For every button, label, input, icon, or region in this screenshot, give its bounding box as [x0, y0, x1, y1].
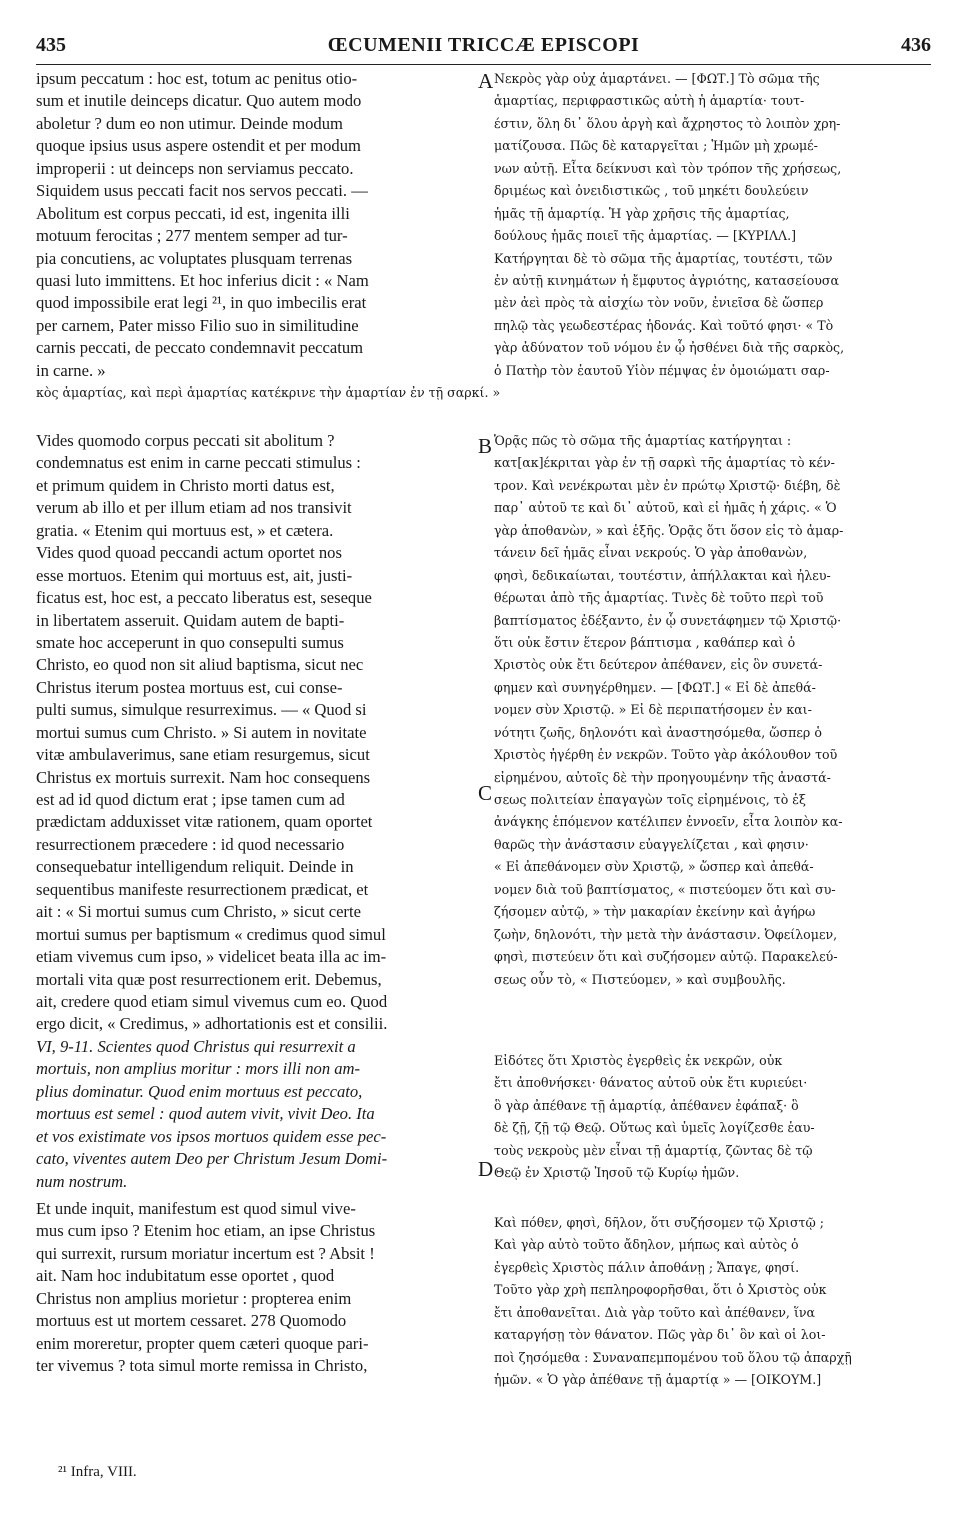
text-line: quasi luto immittens. Et hoc inferius dicit : « Nam	[36, 270, 369, 290]
text-line: mortuus est semel : quod autem vivit, vivit Deo. Ita	[36, 1104, 375, 1124]
text-line: Christo, eo quod non sit aliud baptisma, sicut nec	[36, 655, 364, 675]
text-line: Καὶ γὰρ αὐτὸ τοῦτο ἄδηλον, μήπως καὶ αὐτὸς ὁ	[494, 1237, 799, 1253]
text-line: vitæ ambulaverimus, sane etiam resurgemus, sicut	[36, 745, 370, 765]
text-line: ἀνάγκης ἑπόμενον κατέλιπεν ἐννοεῖν, εἶτα λοιπὸν κα-	[494, 814, 843, 830]
text-line: πηλῷ τὰς γεωδεστέρας ἡδονάς. Καὶ τοῦτό φησι· « Τὸ	[494, 317, 834, 333]
latin-column-block-4	[36, 1198, 474, 1378]
text-line: sequentibus manifeste resurrectionem prædicat, et	[36, 879, 369, 899]
text-line: in carne. »	[36, 360, 106, 380]
text-line: Siquidem usus peccati facit nos servos peccati. —	[36, 181, 368, 201]
text-line: έστιν, ὅλη δι᾽ ὅλου ἀργὴ καὶ ἄχρηστος τὸ λοιπὸν χρη-	[494, 115, 841, 131]
text-line: ait, credere quod etiam simul vivemus cum eo. Quod	[36, 991, 388, 1011]
text-line: Vides quod quoad peccandi actum oportet nos	[36, 543, 342, 563]
text-line: cato, viventes autem Deo per Christum Jesum Domi-	[36, 1149, 388, 1169]
text-line: τάνειν δεῖ ἡμᾶς εἶναι νεκρούς. Ὁ γὰρ ἀποθανὼν,	[494, 545, 808, 561]
text-line: ipsum peccatum : hoc est, totum ac penitus otio-	[36, 69, 358, 88]
text-line: ficatus est, hoc est, a peccato liberatus est, seseque	[36, 588, 372, 608]
text-line: γὰρ ἀποθανὼν, » καὶ ἑξῆς. Ὁρᾷς ὅτι ὅσον εἰς τὸ ἁμαρ-	[494, 522, 844, 538]
text-line: ait : « Si mortui sumus cum Christo, » sicut certe	[36, 902, 361, 922]
text-line: motuum ferocitas ; 277 mentem semper ad tur-	[36, 226, 348, 246]
latin-column-block-1	[36, 68, 474, 382]
text-line: Vides quomodo corpus peccati sit abolitum ?	[36, 431, 335, 450]
text-line: εἰρημένου, αὐτοῖς δὲ τὴν προηγουμένην τῆς ἀναστά-	[494, 769, 831, 785]
text-line: ζήσομεν αὐτῷ, » τὴν μακαρίαν ἐκείνην καὶ ἀγήρω	[494, 904, 816, 920]
text-line: ματίζουσα. Πῶς δὲ καταργεῖται ; Ἡμῶν μὴ χρωμέ-	[494, 138, 818, 154]
text-line: consequebatur intelligendum reliquit. Deinde in	[36, 857, 354, 877]
text-line: Νεκρὸς γὰρ οὐχ ἁμαρτάνει. — [ΦΩΤ.] Τὸ σῶμα τῆς	[494, 71, 820, 86]
greek-column-block-2	[494, 430, 934, 991]
latin-scripture-block	[36, 1036, 474, 1193]
latin-column-block-2	[36, 430, 474, 1036]
text-line: mortui sumus cum Christo. » Si autem in novitate	[36, 722, 367, 742]
text-line: sum et inutile deinceps dicatur. Quo autem modo	[36, 91, 362, 111]
text-line: Christus non amplius morietur : propterea enim	[36, 1288, 352, 1308]
text-line: ἡμᾶς τῇ ἁμαρτίᾳ. Ἡ γὰρ χρῆσις τῆς ἁμαρτίας,	[494, 205, 790, 221]
text-line: ergo dicit, « Credimus, » adhortationis est et consilii.	[36, 1014, 388, 1034]
text-line: ἁμαρτίας, περιφραστικῶς αὐτὴ ἡ ἁμαρτία· τουτ-	[494, 93, 805, 109]
text-line: pia concutiens, ac voluptates plusquam terrenas	[36, 248, 353, 268]
footnote: ²¹ Infra, VIII.	[58, 1464, 137, 1480]
text-line: νων αὐτῇ. Εἶτα δείκνυσι καὶ τὸν τρόπον τῆς χρήσεως,	[494, 160, 842, 176]
text-line: ποὶ ζησόμεθα : Συναναπεμπομένου τοῦ ὅλου τῷ ἀπαρχῇ	[494, 1349, 852, 1365]
text-line: quod impossibile erat legi ²¹, in quo imbecilis erat	[36, 293, 367, 313]
text-line: Christus ex mortuis surrexit. Nam hoc consequens	[36, 767, 371, 787]
text-line: δούλους ἡμᾶς ποιεῖ τῆς ἁμαρτίας. — [ΚΥΡΙΛΛ.]	[494, 228, 797, 244]
text-line: ἡμῶν. « Ὁ γὰρ ἀπέθανε τῇ ἁμαρτίᾳ » — [ΟΙΚΟΥΜ.]	[494, 1372, 822, 1388]
text-line: κατ[ακ]έκριται γὰρ ἐν τῇ σαρκὶ τῆς ἁμαρτίας τὸ κέν-	[494, 455, 835, 471]
text-line: Εἰδότες ὅτι Χριστὸς ἐγερθεὶς ἐκ νεκρῶν, οὐκ	[494, 1053, 783, 1068]
text-line: δὲ ζῇ, ζῇ τῷ Θεῷ. Οὕτως καὶ ὑμεῖς λογίζεσθε ἑαυ-	[494, 1120, 815, 1136]
text-line: quoque ipsius usus aspere ostendit et per modum	[36, 136, 361, 156]
text-line: resurrectionem præcedere : id quod necessario	[36, 834, 345, 854]
text-line: mortui sumus per baptismum « credimus quod simul	[36, 924, 386, 944]
text-line: ἔτι ἀποθνήσκει· θάνατος αὐτοῦ οὐκ ἔτι κυριεύει·	[494, 1075, 808, 1091]
text-line: mus cum ipso ? Etenim hoc etiam, an ipse Christus	[36, 1221, 376, 1241]
greek-column-block-1	[494, 68, 934, 382]
text-line: ait. Nam hoc indubitatum esse oportet , quod	[36, 1266, 335, 1286]
text-line: enim moreretur, propter quem cæteri quoque pari-	[36, 1333, 369, 1353]
text-line: ἔτι ἀποθανεῖται. Διὰ γὰρ τοῦτο καὶ ἀπέθανεν, ἵνα	[494, 1304, 816, 1320]
text-line: per carnem, Pater misso Filio suo in similitudine	[36, 315, 359, 335]
column-marker-b: B	[478, 434, 493, 458]
text-line: τοὺς νεκροὺς μὲν εἶναι τῇ ἁμαρτίᾳ, ζῶντας δὲ τῷ	[494, 1142, 813, 1158]
text-line: gratia. « Etenim qui mortuus est, » et cætera.	[36, 520, 334, 540]
text-line: in libertatem asseruit. Quidam autem de bapti-	[36, 610, 345, 630]
text-line: νομεν διὰ τοῦ βαπτίσματος, « πιστεύομεν ὅτι καὶ συ-	[494, 881, 836, 897]
text-line: prædictam adduxisset vitæ rationem, quam oportet	[36, 812, 373, 832]
text-line: σεως οὖν τὸ, « Πιστεύομεν, » καὶ συμβουλῆς.	[494, 971, 786, 987]
running-header	[36, 34, 931, 60]
text-line: Τοῦτο γὰρ χρὴ πεπληροφορῆσθαι, ὅτι ὁ Χριστὸς οὐκ	[494, 1282, 827, 1298]
text-line: aboletur ? dum eo non utimur. Deinde modum	[36, 113, 343, 133]
text-line: improperii : ut deinceps non serviamus peccato.	[36, 158, 354, 178]
column-marker-c: C	[478, 781, 493, 805]
text-line: et vos existimate vos ipsos mortuos quidem esse pec-	[36, 1126, 387, 1146]
text-line: Ὁρᾷς πῶς τὸ σῶμα τῆς ἁμαρτίας κατήργηται :	[494, 433, 792, 448]
text-line: ὁ Πατὴρ τὸν ἑαυτοῦ Υἱὸν πέμψας ἐν ὁμοιώματι σαρ-	[494, 362, 830, 378]
text-line: mortali vita quæ post resurrectionem erit. Debemus,	[36, 969, 382, 989]
column-marker-d: D	[478, 1157, 494, 1181]
text-line: νομεν σὺν Χριστῷ. » Εἰ δὲ περιπατήσομεν ἐν και-	[494, 702, 812, 718]
full-width-greek-line: κὸς ἁμαρτίας, καὶ περὶ ἁμαρτίας κατέκρινε τὴν ἁμαρτίαν ἐν τῇ σαρκί. »	[36, 385, 501, 400]
text-line: Κατήργηται δὲ τὸ σῶμα τῆς ἁμαρτίας, τουτέστι, τῶν	[494, 250, 833, 266]
greek-scripture-block	[494, 1050, 934, 1185]
text-line: βαπτίσματος ἐδέξαντο, ἐν ᾧ συνετάφημεν τῷ Χριστῷ·	[494, 612, 842, 628]
text-line: « Εἰ ἀπεθάνομεν σὺν Χριστῷ, » ὥσπερ καὶ ἀπεθά-	[494, 859, 814, 875]
text-line: carnis peccati, de peccato condemnavit peccatum	[36, 338, 364, 358]
text-line: pulti sumus, simulque resurreximus. — « Quod si	[36, 700, 367, 720]
text-line: VI, 9-11. Scientes quod Christus qui resurrexit a	[36, 1037, 356, 1056]
text-line: θέρωται ἀπὸ τῆς ἁμαρτίας. Τινὲς δὲ τοῦτο περὶ τοῦ	[494, 590, 824, 606]
text-line: νότητι ζωῆς, δηλονότι καὶ ἀναστησόμεθα, ὥσπερ ὁ	[494, 724, 822, 740]
text-line: φησὶ, πιστεύειν ὅτι καὶ συζήσομεν αὐτῷ. Παρακελεύ-	[494, 949, 838, 965]
text-line: Christus iterum postea mortuus est, cui conse-	[36, 677, 343, 697]
text-line: et primum quidem in Christo morti datus est,	[36, 475, 335, 495]
text-line: plius dominatur. Quod enim mortuus est peccato,	[36, 1081, 363, 1101]
text-line: ὃ γὰρ ἀπέθανε τῇ ἁμαρτίᾳ, ἀπέθανεν ἐφάπαξ· ὃ	[494, 1097, 799, 1113]
text-line: θαρῶς τὴν ἀνάστασιν εὐαγγελίζεται , καὶ φησιν·	[494, 836, 809, 852]
text-line: verum ab illo et per illum etiam ad nos transivit	[36, 498, 352, 518]
text-line: ὅτι οὐκ ἔστιν ἕτερον βάπτισμα , καθάπερ καὶ ὁ	[494, 634, 796, 650]
text-line: Καὶ πόθεν, φησὶ, δῆλον, ὅτι συζήσομεν τῷ Χριστῷ ;	[494, 1215, 825, 1230]
text-line: ter vivemus ? tota simul morte remissa in Christo,	[36, 1356, 368, 1376]
text-line: mortuis, non amplius moritur : mors illi non am-	[36, 1059, 361, 1079]
text-line: esse mortuos. Etenim qui mortuus est, ait, justi-	[36, 565, 353, 585]
text-line: καταργήσῃ τὸν θάνατον. Πῶς γὰρ δι᾽ ὃν καὶ οἱ λοι-	[494, 1327, 826, 1343]
text-line: φησὶ, δεδικαίωται, τουτέστιν, ἀπήλλακται καὶ ἠλευ-	[494, 567, 831, 583]
text-line: Abolitum est corpus peccati, id est, ingenita illi	[36, 203, 350, 223]
text-line: Θεῷ ἐν Χριστῷ Ἰησοῦ τῷ Κυρίῳ ἡμῶν.	[494, 1165, 740, 1181]
running-title: ŒCUMENII TRICCÆ EPISCOPI	[327, 34, 640, 56]
text-line: γὰρ ἀδύνατον τοῦ νόμου ἐν ᾧ ἠσθένει διὰ τῆς σαρκὸς,	[494, 340, 845, 356]
text-line: σεως πολιτείαν ἐπαγαγὼν τοῖς εἰρημένοις, τὸ ἐξ	[494, 792, 806, 807]
column-marker-a: A	[478, 69, 494, 93]
text-line: παρ᾽ αὐτοῦ τε καὶ δι᾽ αὐτοῦ, καὶ εἰ ἡμᾶς ἡ χάρις. « Ὁ	[494, 500, 837, 516]
text-line: Χριστὸς οὐκ ἔτι δεύτερον ἀπέθανεν, εἰς ὃν συνετά-	[494, 657, 823, 673]
text-line: smate hoc acceperunt in quo consepulti sumus	[36, 632, 344, 652]
text-line: Et unde inquit, manifestum est quod simul vive-	[36, 1199, 356, 1218]
greek-column-block-4	[494, 1212, 934, 1392]
text-line: δριμέως καὶ ὀνειδιστικῶς , τοῦ μηκέτι δουλεύειν	[494, 183, 809, 199]
text-line: qui surrexit, rursum moriatur incertum est ? Absit !	[36, 1243, 375, 1263]
text-line: φημεν καὶ συνηγέρθημεν. — [ΦΩΤ.] « Εἰ δὲ ἀπεθά-	[494, 679, 816, 695]
text-line: μὲν ἀεὶ πρὸς τὰ αἰσχίω τὸν νοῦν, ἐνιεῖσα δὲ ὥσπερ	[494, 295, 824, 311]
text-line: condemnatus est enim in carne peccati stimulus :	[36, 453, 361, 473]
header-rule	[36, 64, 931, 65]
text-line: ἐγερθεὶς Χριστὸς πάλιν ἀποθάνῃ ; Ἄπαγε, φησί.	[494, 1259, 800, 1275]
text-line: ζωὴν, δηλονότι, τὴν μετὰ τὴν ἀνάστασιν. Ὀφείλομεν,	[494, 926, 838, 942]
text-line: num nostrum.	[36, 1171, 128, 1191]
text-line: etiam vivemus cum ipso, » videlicet beata illa ac im-	[36, 947, 387, 967]
page-number-right: 436	[901, 34, 931, 56]
text-line: mortuus est ut mortem cessaret. 278 Quomodo	[36, 1311, 347, 1331]
text-line: ἐν αὐτῇ κινημάτων ἡ ἔμφυτος ἀγριότης, κατασείουσα	[494, 272, 840, 288]
text-line: τρον. Καὶ νενέκρωται μὲν ἐν πρώτῳ Χριστῷ· διέβη, δὲ	[494, 477, 841, 493]
page-number-left: 435	[36, 34, 66, 56]
text-line: est ad id quod dictum erat ; ipse tamen cum ad	[36, 790, 345, 809]
text-line: Χριστὸς ἠγέρθη ἐν νεκρῶν. Τοῦτο γὰρ ἀκόλουθον τοῦ	[494, 747, 838, 763]
